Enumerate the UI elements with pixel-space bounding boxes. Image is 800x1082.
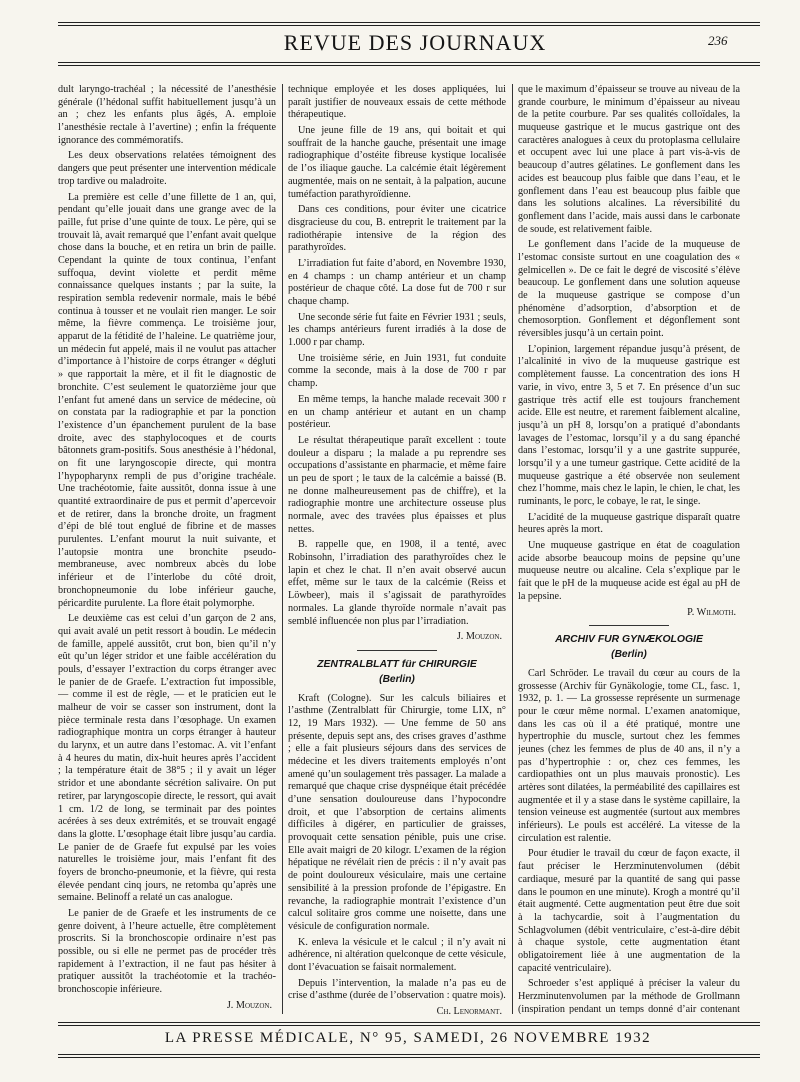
author-signature: Ch. Lenormant. [436,1006,502,1014]
header-top-rule-2 [58,25,760,26]
section-divider [589,625,669,626]
paragraph: Le panier de de Graefe et les instruments de ce genre doivent, à l’heure actuelle, être complètement proscrits. Si la bronchoscopie ordinaire n’est pas possible, ou si elle ne permet pas de procéder très rapidement à l’extraction, il ne faut pas hésiter à pratiquer aussitôt la trachéotomie et la trachéo-bronchoscopie inférieure. [58,908,276,996]
article-abstract: Kraft (Cologne). Sur les calculs biliaires et l’asthme (Zentralblatt für Chirurgie, tome LIX, n° 12, 19 Mars 1932). — Une femme de 50 ans présente, depuis sept ans, des crises graves d’asthme ; elle a fait plusieurs séjours dans des services de médecine et les divers traitements employés n’ont amené qu’un soulagement très passager. La malade a remarqué que chaque crise dyspnéique était précédée d’une sensation douloureuse dans l’hypocondre droit, et que l’absorption de certains aliments difficiles à digérer, en particulier de graisses, provoquait cette sensation pénible, puis une crise. Elle avait maigri de 20 kilogr. L’examen de la région hépatique ne révélait rien de précis : il n’y avait pas de point douloureux vésiculaire, mais une certaine sensibilité à la pression profonde de l’épigastre. En revanche, la radiographie montrait l’existence d’un calcul solitaire gros comme une noisette, dans une vésicule de configuration normale. [288,692,506,932]
paragraph: Dans ces conditions, pour éviter une cicatrice disgracieuse du cou, B. entreprit le traitement par la radiothérapie intensive de la région des parathyroïdes. [288,204,506,254]
column-separator-1 [282,84,283,1014]
header-bottom-rule [58,62,760,63]
paragraph: Une seconde série fut faite en Février 1931 ; seuls, les champs antérieurs furent irradiés à la dose de 1.000 r par champ. [288,311,506,349]
paragraph: Le gonflement dans l’acide de la muqueuse de l’estomac consiste surtout en une coagulation des « gelmicellen ». De ce fait le degré de viscosité s’élève beaucoup. Le gonflement dans une solution aqueuse de la muqueuse gastrique se compose d’un phénomène d’adsorption, d’absorption et de chemosorption. Gonflement et dégonflement sont réversibles jusqu’à un certain point. [518,239,740,340]
footer-bottom-rule-2 [58,1057,760,1058]
header-bottom-rule-2 [58,65,760,66]
paragraph: L’irradiation fut faite d’abord, en Novembre 1930, en 4 champs : un champ antérieur et un champ postérieur de chaque côté. La dose fut de 700 r sur chaque champ. [288,257,506,307]
column-1 [58,84,276,1014]
column-3 [518,84,740,1014]
paragraph: Pour étudier le travail du cœur de façon exacte, il faut préciser le Herzminutenvolumen (débit cardiaque, mesuré par la quantité de sang qui passe dans le poumon en une minute). Krogh a montré qu’il était augmenté. Cette augmentation peut être due soit à la tachycardie, soit à l’augmentation du Schlagvolumen (débit ventriculaire, c’est-à-dire débit à chaque systole, cette augmentation étant obligatoirement liée à une augmentation de la capacité ventriculaire). [518,848,740,974]
page-footer: LA PRESSE MÉDICALE, N° 95, SAMEDI, 26 NOVEMBRE 1932 [164,1030,652,1046]
paragraph: L’opinion, largement répandue jusqu’à présent, de l’alcalinité in vivo de la muqueuse gastrique est complètement fausse. La concentration des ions H varie, in vivo, entre 3, 5 et 7. En présence d’un suc gastrique très actif elle est toujours franchement acide. Elle est neutre, et rarement faiblement alcaline, jusqu’à un pH 8, lorsqu’on a pratiqué d’abondants lavages de l’estomac, lorsqu’il y a du sang épanché dans l’estomac, lorsqu’il y a une gastrite suppurée, lorsqu’il y a une tumeur gastrique. Cette acidité de la muqueuse gastrique a été observée non seulement chez l’homme, mais chez le lapin, le chien, le chat, les ruminants, le porc, le cobaye, le rat, le singe. [518,343,740,507]
footer-top-rule [58,1022,760,1023]
paragraph: dult laryngo-trachéal ; la nécessité de l’anesthésie générale (l’hédonal suffit habituellement jusqu’à un an ; chez les enfants plus âgés, A. emploie l’anesthésie rectale à l’avertine) ; enfin la fréquente ignorance des commémoratifs. [58,84,276,146]
paragraph: B. rappelle que, en 1908, il a tenté, avec Robinsohn, l’irradiation des parathyroïdes chez le lapin et chez le chat. Il n’en avait observé aucun effet, même sur le taux de la calcémie (Reiss et Löwbeer), mais il s’agissait de parathyroïdes normales. La glande thyroïde normale n’avait pas semblé influencée non plus par l’irradiation. [288,539,506,627]
header-top-rule [58,22,760,23]
footer-top-rule-2 [58,1025,760,1026]
author-signature: P. Wilmoth. [687,606,736,618]
paragraph: Une troisième série, en Juin 1931, fut conduite comme la seconde, mais à la dose de 700 r par champ. [288,352,506,390]
author-signature: J. Mouzon. [456,631,502,643]
column-separator-2 [512,84,513,1014]
paragraph: Le deuxième cas est celui d’un garçon de 2 ans, qui avait avalé un petit ressort à boudin. Le médecin de famille, appelé aussitôt, crut bon, bien qu’il n’y eût qu’un léger stridor et une faible accélération du pouls, d’essayer l’extraction du corps étranger avec le panier de de Graefe. L’extraction fut impossible, — comme il est de règle, — et le praticien eut le malheur de voir se casser son instrument, dont la pièce terminale resta dans l’œsophage. Un examen radiographique montra un corps étranger à hauteur du larynx, et un autre dans l’estomac. A. vit l’enfant à 4 heures du matin, dix-huit heures après l’accident ; la température était de 38°5 ; il y avait un léger stridor et une abondante sécrétion salivaire. On put retirer, par laryngoscopie directe, le ressort, qui avait 1 cm. 1/2 de long, se terminait par des pointes acérées à ses deux extrémités, et se trouvait engagé dans la glotte. L’œsophage était libre jusqu’au cardia. Le panier de de Graefe fut expulsé par les voies naturelles le troisième jour, mais l’enfant fit des foyers de broncho-pneumonie, et la fièvre, qui resta élevée pendant cinq jours, ne retomba qu’après une semaine. Belinoff a relaté un cas analogue. [58,613,276,904]
paragraph: Les deux observations relatées témoignent des dangers que peut présenter une intervention médicale trop tardive ou maladroite. [58,150,276,187]
page-title: REVUE DES JOURNAUX [283,30,547,55]
article-abstract: Carl Schröder. Le travail du cœur au cours de la grossesse (Archiv für Gynäkologie, tome CL, fasc. 1, 1932, p. 1. — La grossesse représente un surmenage pour le cœur même normal. L’examen anatomique, dans les cas où il a été pratiqué, montre une hypertrophie du muscle, surtout chez les femmes jeunes (chez les femmes de plus de 40 ans, il n’y a pas d’hypertrophie : or, chez ces femmes, les cardiopathies ont un plus mauvais pronostic). Les artères sont dilatées, la perméabilité des capillaires est augmentée et il y a stase dans le système capillaire, la tension veineuse est augmentée (surtout aux membres inférieurs). Le pouls est accéléré. La vitesse de la circulation est ralentie. [518,667,740,844]
paragraph: Le résultat thérapeutique paraît excellent : toute douleur a disparu ; la malade a pu reprendre ses occupations d’assistante en pharmacie, et même faire un peu de sport ; le taux de la calcémie a baissé (B. ne donne malheureusement pas de chiffre), et la radiographie montre une architecture osseuse plus normale, avec des travées plus épaisses et plus nettes. [288,434,506,535]
journal-section-city: (Berlin) [379,673,415,685]
paragraph: Depuis l’intervention, la malade n’a pas eu de crise d’asthme (durée de l’observation : quatre mois). [288,977,506,1002]
journal-section-title: ARCHIV FUR GYNÆKOLOGIE [555,634,703,646]
paragraph: Schroeder s’est appliqué à préciser la valeur du Herzminutenvolumen par la méthode de Grollmann (inspiration pendant un temps donné d’air contenant [518,978,740,1014]
paragraph: technique employée et les doses appliquées, lui paraît justifier de nouveaux essais de cette méthode thérapeutique. [288,84,506,121]
paragraph: K. enleva la vésicule et le calcul ; il n’y avait ni adhérence, ni altération quelconque de cette vésicule, dont l’évacuation se faisait normalement. [288,936,506,973]
journal-section-city: (Berlin) [611,649,647,661]
paragraph: L’acidité de la muqueuse gastrique disparaît quatre heures après la mort. [518,511,740,536]
column-2 [288,84,506,1014]
paragraph: Une jeune fille de 19 ans, qui boitait et qui souffrait de la hanche gauche, présentait une image radiographique d’ostéite fibreuse kystique localisée de l’os iliaque gauche. La calcémie était légèrement augmentée, mais on ne sentait, à la palpation, aucune tuméfaction parathyroïdienne. [288,125,506,200]
journal-section-title: ZENTRALBLATT für CHIRURGIE [317,658,477,670]
author-signature: J. Mouzon. [226,999,272,1011]
footer-bottom-rule [58,1054,760,1055]
paragraph: La première est celle d’une fillette de 1 an, qui, pendant qu’elle jouait dans une grange avec de la paille, fut prise d’une quinte de toux. Le père, qui se trouvait là, avait remarqué que l’enfant avait quelque chose dans la bouche, et en retira un brin de paille. Cependant la quinte de toux continua, l’enfant suffoqua, devint violette et perdit même connaissance quelques instants ; par la suite, la respiration sembla redevenir normale, mais le bébé continua à tousser et ne voulait rien manger. Le soir même, la fièvre commença. Le troisième jour, apparut de la fétidité de l’haleine. Le quatrième jour, un médecin fut appelé, mais il ne voulut pas attacher d’importance à l’histoire de corps étranger « dégluti » que rapportait la mère, et il fit le diagnostic de bronchite. C’est seulement le quatorzième jour que l’enfant fut amené dans un service de médecine, où on constata par la radiographie et par la ponction l’existence d’un épanchement purulent de la base droite, avec des staphylocoques et de courts bâtonnets gram-positifs. Sous anesthésie à l’hédonal, on fit une laryngoscopie directe, qui montra l’hypopharynx rempli de pus d’origine trachéale. Une trachéotomie, faite aussitôt, donna issue à une quantité extraordinaire de pus et permit d’apercevoir et de retirer, dans la bronche droite, un fragment d’épi de blé tout englué de fibrine et de masses purulentes. L’enfant mourut la nuit suivante, et l’autopsie montra une bronchite pseudo-membraneuse, avec nombreux abcès du lobe inférieur et de l’interlobe du côté droit, bronchopneumonie du lobe inférieur gauche, péricardite purulente. La flore était polymorphe. [58,191,276,609]
paragraph: En même temps, la hanche malade recevait 300 r en un champ antérieur et autant en un champ postérieur. [288,393,506,431]
page-number: 236 [708,33,728,48]
paragraph: Une muqueuse gastrique en état de coagulation acide absorbe beaucoup moins de pepsine qu’une muqueuse neutre ou alcaline. Cela s’explique par le fait que le pH de la muqueuse acide est égal au pH de la pepsine. [518,540,740,602]
section-divider [357,650,437,651]
paragraph: que le maximum d’épaisseur se trouve au niveau de la grande courbure, le minimum d’épaisseur au niveau de la petite courbure. Par ses qualités colloïdales, la muqueuse gastrique et le mucus gastrique ont des caractères analogues à ceux du protoplasma cellulaire et occupent avec lui une place à part vis-à-vis de beaucoup d’autres gélatines. Le gonflement dans les acides est beaucoup plus faible que dans l’eau, et le gonflement dans l’eau est beaucoup plus faible que dans les solutions alcalines. La réversibilité du gonflement dans l’acide, mais aussi dans le carbonate de soude, est relativement faible. [518,84,740,235]
